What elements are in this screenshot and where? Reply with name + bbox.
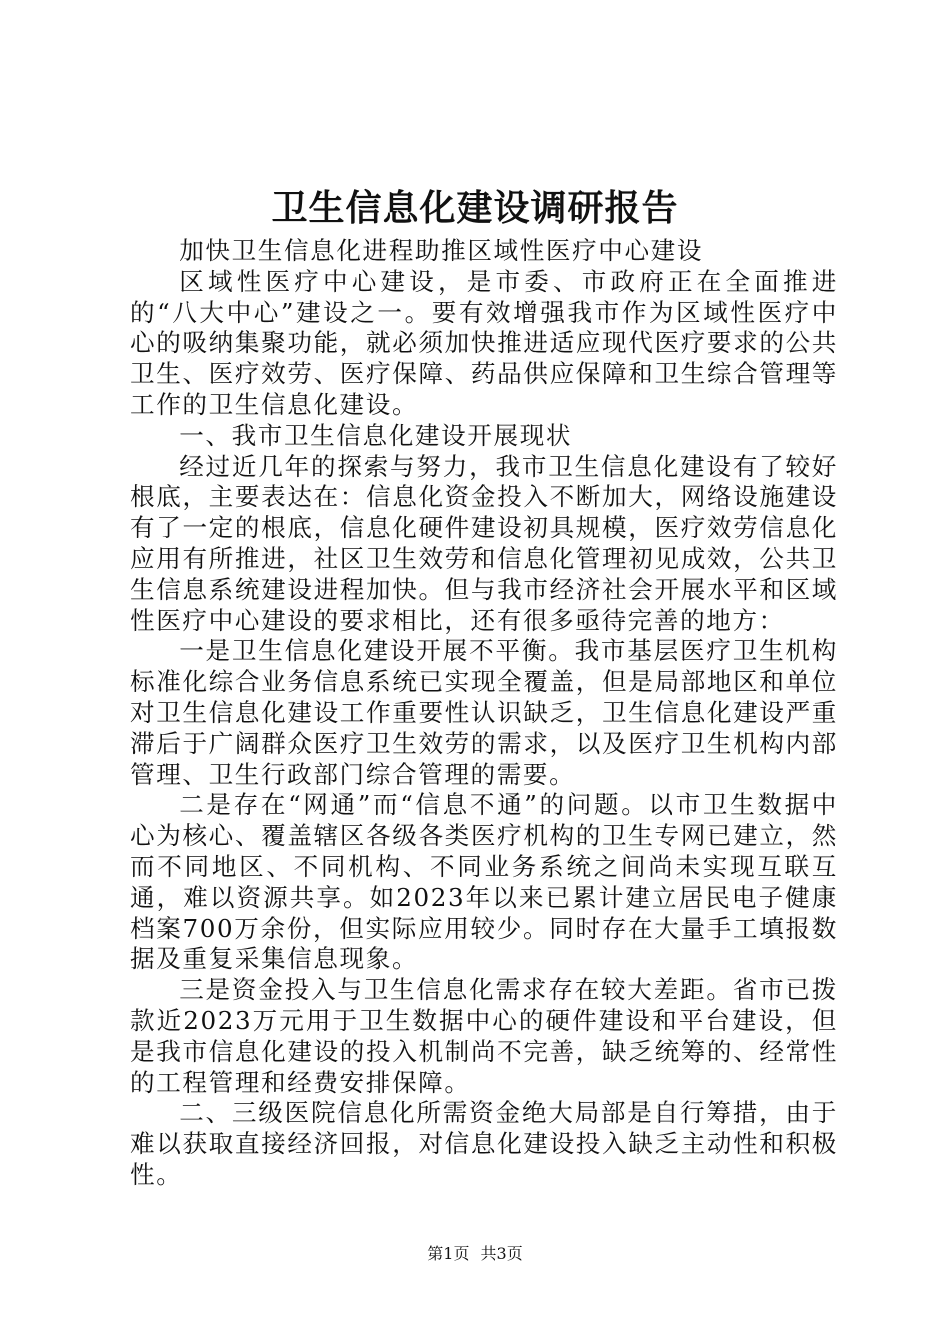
document-body (130, 236, 838, 1191)
body-paragraph: 区域性医疗中心建设，是市委、市政府正在全面推进的“八大中心”建设之一。要有效增强我市作为区域性医疗中心的吸纳集聚功能，就必须加快推进适应现代医疗要求的公共卫生、医疗效劳、医疗保障、药品供应保障和卫生综合管理等工作的卫生信息化建设。 (130, 266, 838, 419)
body-paragraph: 二、三级医院信息化所需资金绝大局部是自行筹措，由于难以获取直接经济回报，对信息化建设投入缺乏主动性和积极性。 (130, 1098, 838, 1189)
body-paragraph: 经过近几年的探索与努力，我市卫生信息化建设有了较好根底，主要表达在：信息化资金投入不断加大，网络设施建设有了一定的根底，信息化硬件建设初具规模，医疗效劳信息化应用有所推进，社区卫生效劳和信息化管理初见成效，公共卫生信息系统建设进程加快。但与我市经济社会开展水平和区域性医疗中心建设的要求相比，还有很多亟待完善的地方： (130, 451, 838, 635)
document-title: 卫生信息化建设调研报告 (271, 187, 679, 229)
section-heading: 一、我市卫生信息化建设开展现状 (179, 420, 573, 450)
body-paragraph: 三是资金投入与卫生信息化需求存在较大差距。省市已拨款近2023万元用于卫生数据中心的硬件建设和平台建设，但是我市信息化建设的投入机制尚不完善，缺乏统筹的、经常性的工程管理和经费安排保障。 (130, 975, 838, 1097)
body-paragraph: 二是存在“网通”而“信息不通”的问题。以市卫生数据中心为核心、覆盖辖区各级各类医疗机构的卫生专网已建立，然而不同地区、不同机构、不同业务系统之间尚未实现互联互通，难以资源共享。如2023年以来已累计建立居民电子健康档案700万余份，但实际应用较少。同时存在大量手工填报数据及重复采集信息现象。 (130, 790, 838, 974)
page-footer (0, 1244, 950, 1264)
body-paragraph: 一是卫生信息化建设开展不平衡。我市基层医疗卫生机构标准化综合业务信息系统已实现全覆盖，但是局部地区和单位对卫生信息化建设工作重要性认识缺乏，卫生信息化建设严重滞后于广阔群众医疗卫生效劳的需求，以及医疗卫生机构内部管理、卫生行政部门综合管理的需要。 (130, 636, 838, 789)
subtitle-paragraph: 加快卫生信息化进程助推区域性医疗中心建设 (179, 236, 704, 265)
page-number: 第1页 (427, 1244, 470, 1263)
page-total: 共3页 (480, 1244, 523, 1263)
